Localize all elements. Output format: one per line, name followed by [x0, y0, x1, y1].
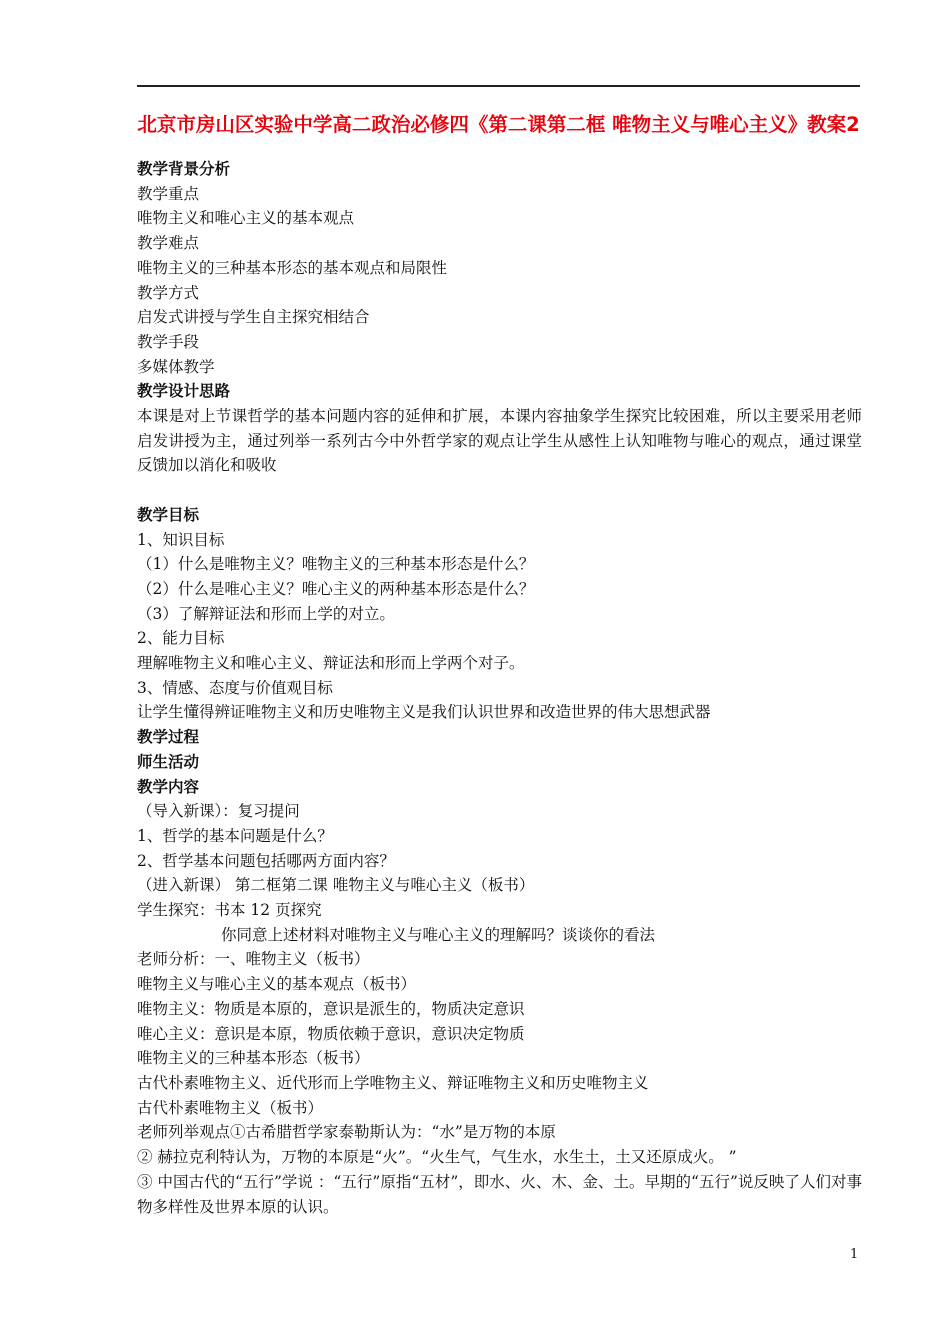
text-line: 老师分析：一、唯物主义（板书）: [137, 950, 370, 969]
text-line: 古代朴素唯物主义、近代形而上学唯物主义、辩证唯物主义和历史唯物主义: [137, 1074, 649, 1092]
section-heading: 教学背景分析: [137, 160, 231, 178]
text-line: 唯物主义：物质是本原的，意识是派生的，物质决定意识: [137, 999, 525, 1018]
text-line: 1、知识目标: [137, 530, 225, 549]
text-line: 学生探究：书本 12 页探究: [137, 901, 322, 920]
text-line: 古代朴素唯物主义（板书）: [137, 1098, 324, 1117]
document-body: [137, 157, 862, 1219]
document-title: 北京市房山区实验中学高二政治必修四《第二课第二框 唯物主义与唯心主义》教案2: [137, 113, 860, 136]
text-line: （3）了解辩证法和形而上学的对立。: [137, 604, 395, 623]
text-line: 你同意上述材料对唯物主义与唯心主义的理解吗？谈谈你的看法: [221, 925, 656, 944]
section-heading: 教学目标: [137, 505, 200, 524]
text-line: （1）什么是唯物主义？唯物主义的三种基本形态是什么？: [137, 555, 535, 574]
text-line: 1、哲学的基本问题是什么？: [137, 826, 333, 845]
section-heading: 师生活动: [137, 752, 200, 771]
text-line: 2、哲学基本问题包括哪两方面内容？: [137, 851, 395, 870]
page-number: 1: [850, 1247, 859, 1262]
text-line: 3、情感、态度与价值观目标: [137, 678, 333, 697]
paragraph: ③ 中国古代的“五行”学说 ：“五行”原指“五材”，即水、火、木、金、土。早期的“五行”说反映了人们对事物多样性及世界本原的认识。: [137, 1172, 862, 1216]
text-line: 老师列举观点①古希腊哲学家泰勒斯认为：“水”是万物的本原: [137, 1123, 556, 1142]
text-line: （导入新课）：复习提问: [137, 802, 300, 821]
paragraph: 本课是对上节课哲学的基本问题内容的延伸和扩展，本课内容抽象学生探究比较困难，所以主要采用老师启发讲授为主，通过列举一系列古今中外哲学家的观点让学生从感性上认知唯物与唯心的观点，通过课堂反馈加以消化和吸收: [137, 407, 862, 475]
text-line: 教学方式: [137, 283, 200, 302]
section-heading: 教学设计思路: [137, 382, 231, 401]
text-line: ② 赫拉克利特认为，万物的本原是“火”。“火生气，气生水，水生土，土又还原成火。 ”: [137, 1148, 737, 1167]
text-line: 让学生懂得辨证唯物主义和历史唯物主义是我们认识世界和改造世界的伟大思想武器: [137, 703, 711, 722]
text-line: 启发式讲授与学生自主探究相结合: [137, 308, 370, 327]
section-heading: 教学内容: [137, 777, 200, 796]
text-line: 教学难点: [137, 234, 200, 253]
text-line: 唯心主义：意识是本原，物质依赖于意识，意识决定物质: [137, 1024, 525, 1043]
text-line: 多媒体教学: [137, 357, 215, 376]
text-line: 教学手段: [137, 332, 200, 351]
header-rule: [137, 85, 860, 87]
text-line: 唯物主义与唯心主义的基本观点（板书）: [137, 975, 417, 994]
text-line: （进入新课） 第二框第二课 唯物主义与唯心主义（板书）: [137, 876, 535, 895]
text-line: 唯物主义的三种基本形态（板书）: [137, 1049, 370, 1068]
blank-line: [137, 478, 862, 503]
section-heading: 教学过程: [137, 728, 200, 747]
text-line: 2、能力目标: [137, 629, 225, 648]
text-line: 理解唯物主义和唯心主义、辩证法和形而上学两个对子。: [137, 654, 525, 673]
text-line: （2）什么是唯心主义？唯心主义的两种基本形态是什么？: [137, 579, 535, 598]
text-line: 教学重点: [137, 184, 200, 203]
text-line: 唯物主义和唯心主义的基本观点: [137, 209, 355, 228]
text-line: 唯物主义的三种基本形态的基本观点和局限性: [137, 258, 448, 277]
